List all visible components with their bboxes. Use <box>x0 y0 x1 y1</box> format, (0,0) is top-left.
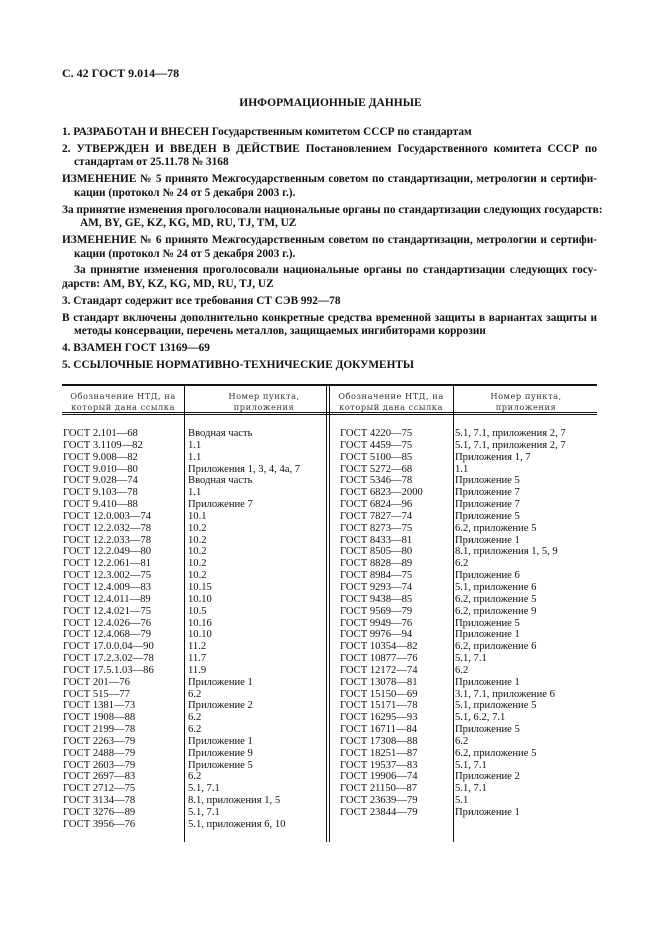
clause-reference: 5.1 <box>455 795 469 807</box>
ntd-designation: ГОСТ 12.2.061—81 <box>63 558 152 570</box>
clause-reference: Приложение 1 <box>455 676 520 688</box>
ntd-designation: ГОСТ 8984—75 <box>340 570 413 582</box>
ntd-designation: ГОСТ 3276—89 <box>63 807 136 818</box>
ntd-designation: ГОСТ 9.010—80 <box>63 463 138 475</box>
ntd-designation: ГОСТ 5272—68 <box>340 463 413 475</box>
ntd-designation: ГОСТ 9.028—74 <box>63 475 138 487</box>
clause-reference: 10.5 <box>188 605 207 617</box>
ntd-designation: ГОСТ 2.101—68 <box>63 428 138 439</box>
ntd-designation: ГОСТ 515—77 <box>63 688 130 700</box>
clause-reference: Приложение 1 <box>188 735 253 747</box>
header-designation-right: Обозначение НТД, на который дана ссылка <box>338 391 444 412</box>
ntd-designation: ГОСТ 16711—84 <box>340 724 418 736</box>
ntd-designation: ГОСТ 4220—75 <box>340 428 413 439</box>
ntd-designation: ГОСТ 17.2.3.02—78 <box>63 653 154 665</box>
paragraph-line: 3. Стандарт содержит все требования СТ СЭВ 992—78 <box>62 294 341 307</box>
ntd-designation: ГОСТ 2263—79 <box>63 735 136 747</box>
paragraph-line: ИЗМЕНЕНИЕ № 5 принято Межгосударственным советом по стандартизации, метрологии и сертифи- <box>62 173 597 186</box>
paragraph-line: стандартам от 25.11.78 № 3168 <box>74 156 229 169</box>
ntd-designation: ГОСТ 9438—85 <box>340 593 413 605</box>
clause-reference: 6.2 <box>188 688 202 700</box>
clause-reference: Вводная часть <box>188 475 253 487</box>
clause-reference: 5.1, 7.1 <box>455 759 487 771</box>
clause-reference: 1.1 <box>188 439 202 451</box>
ntd-designation: ГОСТ 9293—74 <box>340 581 413 593</box>
ntd-designation: ГОСТ 16295—93 <box>340 712 418 724</box>
clause-reference: 1.1 <box>188 487 202 499</box>
ntd-designation: ГОСТ 12.0.003—74 <box>63 510 152 522</box>
clause-reference: 10.2 <box>188 534 207 546</box>
ntd-designation: ГОСТ 17308—88 <box>340 735 418 747</box>
ntd-designation: ГОСТ 17.5.1.03—86 <box>63 664 154 676</box>
clause-reference: 10.2 <box>188 546 207 558</box>
clause-reference: 6.2 <box>455 735 469 747</box>
clause-reference: Приложение 2 <box>455 771 520 783</box>
clause-reference: 10.2 <box>188 558 207 570</box>
ntd-designation: ГОСТ 12.4.009—83 <box>63 581 152 593</box>
ntd-designation: ГОСТ 9949—76 <box>340 617 413 629</box>
section-title: ИНФОРМАЦИОННЫЕ ДАННЫЕ <box>239 97 422 109</box>
clause-reference: 5.1, 7.1 <box>188 807 220 818</box>
column-divider <box>184 386 185 842</box>
ntd-designation: ГОСТ 10877—76 <box>340 653 418 665</box>
clause-reference: Приложение 5 <box>455 510 520 522</box>
clause-reference: 3.1, 7.1, приложение 6 <box>455 688 555 700</box>
clause-reference: 5.1, 6.2, 7.1 <box>455 712 506 724</box>
clause-reference: 10.15 <box>188 581 212 593</box>
clause-reference: 8.1, приложения 1, 5 <box>188 795 281 807</box>
clause-reference: 11.7 <box>188 653 207 665</box>
clause-reference: Вводная часть <box>188 428 253 439</box>
ntd-designation: ГОСТ 2603—79 <box>63 759 136 771</box>
paragraph <box>62 312 597 339</box>
clause-reference: 10.16 <box>188 617 212 629</box>
ntd-designation: ГОСТ 21150—87 <box>340 783 418 795</box>
clause-reference: Приложение 1 <box>455 534 520 546</box>
clause-reference: 6.2 <box>188 712 202 724</box>
clause-reference: 1.1 <box>455 463 469 475</box>
ntd-designation: ГОСТ 2488—79 <box>63 747 136 759</box>
paragraph <box>62 126 597 140</box>
header-clause-right: Номер пункта, приложения <box>490 391 562 412</box>
paragraph <box>62 342 597 356</box>
ntd-designation: ГОСТ 18251—87 <box>340 747 418 759</box>
ntd-designation: ГОСТ 3134—78 <box>63 795 136 807</box>
paragraph <box>62 203 603 231</box>
paragraph-line: В стандарт включены дополнительно конкретные средства временной защиты в вариантах защиты и <box>62 311 597 324</box>
column-divider-double <box>326 386 330 842</box>
ntd-designation: ГОСТ 12.4.011—89 <box>63 593 151 605</box>
ntd-designation: ГОСТ 7827—74 <box>340 510 413 522</box>
clause-reference: Приложение 5 <box>188 759 253 771</box>
paragraph-line: ИЗМЕНЕНИЕ № 6 принято Межгосударственным советом по стандартизации, метрологии и сертифи- <box>62 234 597 247</box>
paragraph <box>62 173 597 200</box>
paragraph-line: 1. РАЗРАБОТАН И ВНЕСЕН Государственным комитетом СССР по стандартам <box>62 126 472 138</box>
paragraph <box>62 234 597 261</box>
ntd-designation: ГОСТ 12.4.021—75 <box>63 605 152 617</box>
clause-reference: 5.1, 7.1 <box>455 783 487 795</box>
column-clause-right <box>455 428 566 819</box>
references-table <box>62 384 597 842</box>
clause-reference: 10.10 <box>188 593 212 605</box>
clause-reference: 6.2, приложение 9 <box>455 605 537 617</box>
ntd-designation: ГОСТ 10354—82 <box>340 641 418 653</box>
ntd-designation: ГОСТ 19537—83 <box>340 759 418 771</box>
clause-reference: Приложения 1, 3, 4, 4а, 7 <box>188 463 301 475</box>
ntd-designation: ГОСТ 23844—79 <box>340 807 418 818</box>
ntd-designation: ГОСТ 15171—78 <box>340 700 418 712</box>
clause-reference: Приложение 6 <box>455 570 520 582</box>
clause-reference: 5.1, 7.1, приложения 2, 7 <box>455 428 566 439</box>
clause-reference: 6.2, приложение 5 <box>455 522 537 534</box>
clause-reference: 6.2, приложение 5 <box>455 593 537 605</box>
ntd-designation: ГОСТ 8433—81 <box>340 534 413 546</box>
clause-reference: 10.2 <box>188 522 207 534</box>
clause-reference: 5.1, приложения 6, 10 <box>188 818 286 830</box>
paragraph <box>62 359 597 373</box>
ntd-designation: ГОСТ 12.3.002—75 <box>63 570 152 582</box>
ntd-designation: ГОСТ 17.0.0.04—90 <box>63 641 154 653</box>
clause-reference: Приложение 5 <box>455 724 520 736</box>
clause-reference: Приложение 2 <box>188 700 253 712</box>
paragraph-line: 2. УТВЕРЖДЕН И ВВЕДЕН В ДЕЙСТВИЕ Постановлением Государственного комитета СССР по <box>62 142 597 155</box>
clause-reference: 6.2, приложение 6 <box>455 641 537 653</box>
ntd-designation: ГОСТ 6823—2000 <box>340 487 423 499</box>
paragraph <box>62 264 597 291</box>
clause-reference: 6.2, приложение 5 <box>455 747 537 759</box>
column-designation-left <box>63 428 154 831</box>
column-clause-left <box>188 428 300 831</box>
clause-reference: 6.2 <box>188 771 202 783</box>
ntd-designation: ГОСТ 201—76 <box>63 676 130 688</box>
paragraph-line: 5. ССЫЛОЧНЫЕ НОРМАТИВНО-ТЕХНИЧЕСКИЕ ДОКУМЕНТЫ <box>62 359 414 372</box>
clause-reference: Приложение 7 <box>188 499 253 511</box>
ntd-designation: ГОСТ 6824—96 <box>340 499 413 511</box>
clause-reference: Приложение 5 <box>455 617 520 629</box>
clause-reference: 8.1, приложения 1, 5, 9 <box>455 546 558 558</box>
clause-reference: 5.1, 7.1 <box>455 653 487 665</box>
ntd-designation: ГОСТ 23639—79 <box>340 795 418 807</box>
clause-reference: 10.1 <box>188 510 207 522</box>
ntd-designation: ГОСТ 9.008—82 <box>63 451 138 463</box>
clause-reference: Приложение 1 <box>455 629 520 641</box>
clause-reference: Приложение 7 <box>455 487 520 499</box>
ntd-designation: ГОСТ 3956—76 <box>63 818 136 830</box>
paragraph-line: 4. ВЗАМЕН ГОСТ 13169—69 <box>62 342 210 355</box>
ntd-designation: ГОСТ 2199—78 <box>63 724 136 736</box>
ntd-designation: ГОСТ 12.2.033—78 <box>63 534 152 546</box>
clause-reference: Приложение 7 <box>455 499 520 511</box>
clause-reference: 11.2 <box>188 641 207 653</box>
clause-reference: Приложение 5 <box>455 475 520 487</box>
ntd-designation: ГОСТ 1908—88 <box>63 712 136 724</box>
paragraph-line: дарств: AM, BY, KZ, KG, MD, RU, TJ, UZ <box>62 277 274 290</box>
clause-reference: Приложение 1 <box>188 676 253 688</box>
header-clause-left: Номер пункта, приложения <box>228 391 300 412</box>
clause-reference: Приложения 1, 7 <box>455 451 531 463</box>
ntd-designation: ГОСТ 8505—80 <box>340 546 413 558</box>
info-paragraphs <box>62 126 603 376</box>
ntd-designation: ГОСТ 1381—73 <box>63 700 136 712</box>
ntd-designation: ГОСТ 19906—74 <box>340 771 418 783</box>
ntd-designation: ГОСТ 9976—94 <box>340 629 413 641</box>
paragraph <box>62 143 597 170</box>
ntd-designation: ГОСТ 4459—75 <box>340 439 413 451</box>
clause-reference: 10.10 <box>188 629 212 641</box>
clause-reference: Приложение 1 <box>455 807 520 818</box>
paragraph-line: За принятие изменения проголосовали национальные органы по стандартизации следующих госу- <box>74 264 597 277</box>
ntd-designation: ГОСТ 2712—75 <box>63 783 136 795</box>
page-header: С. 42 ГОСТ 9.014—78 <box>62 66 180 80</box>
clause-reference: 6.2 <box>188 724 202 736</box>
header-designation-left: Обозначение НТД, на который дана ссылка <box>70 391 176 412</box>
ntd-designation: ГОСТ 12.2.049—80 <box>63 546 152 558</box>
clause-reference: 6.2 <box>455 664 469 676</box>
clause-reference: 5.1, приложение 6 <box>455 581 537 593</box>
ntd-designation: ГОСТ 5346—78 <box>340 475 413 487</box>
paragraph-line: кации (протокол № 24 от 5 декабря 2003 г.). <box>74 186 296 199</box>
ntd-designation: ГОСТ 9.410—88 <box>63 499 138 511</box>
ntd-designation: ГОСТ 12172—74 <box>340 664 418 676</box>
ntd-designation: ГОСТ 12.2.032—78 <box>63 522 152 534</box>
ntd-designation: ГОСТ 12.4.026—76 <box>63 617 152 629</box>
paragraph-line: AM, BY, GE, KZ, KG, MD, RU, TJ, TM, UZ <box>80 217 297 230</box>
ntd-designation: ГОСТ 12.4.068—79 <box>63 629 152 641</box>
ntd-designation: ГОСТ 8828—89 <box>340 558 413 570</box>
clause-reference: 5.1, 7.1, приложения 2, 7 <box>455 439 566 451</box>
ntd-designation: ГОСТ 5100—85 <box>340 451 413 463</box>
paragraph <box>62 295 597 309</box>
ntd-designation: ГОСТ 9569—79 <box>340 605 413 617</box>
clause-reference: 5.1, 7.1 <box>188 783 220 795</box>
paragraph-line: методы консервации, перечень металлов, защищаемых ингибиторами коррозии <box>74 325 486 338</box>
ntd-designation: ГОСТ 15150—69 <box>340 688 418 700</box>
ntd-designation: ГОСТ 8273—75 <box>340 522 413 534</box>
clause-reference: 5.1, приложение 5 <box>455 700 537 712</box>
paragraph-line: За принятие изменения проголосовали национальные органы по стандартизации следующих государств: <box>62 203 603 216</box>
ntd-designation: ГОСТ 13078—81 <box>340 676 418 688</box>
column-divider <box>453 386 454 842</box>
clause-reference: 11.9 <box>188 664 207 676</box>
ntd-designation: ГОСТ 9.103—78 <box>63 487 138 499</box>
paragraph-line: кации (протокол № 24 от 5 декабря 2003 г.). <box>74 247 296 260</box>
clause-reference: 6.2 <box>455 558 469 570</box>
ntd-designation: ГОСТ 3.1109—82 <box>63 439 143 451</box>
column-designation-right <box>340 428 423 819</box>
clause-reference: Приложение 9 <box>188 747 253 759</box>
clause-reference: 1.1 <box>188 451 202 463</box>
clause-reference: 10.2 <box>188 570 207 582</box>
ntd-designation: ГОСТ 2697—83 <box>63 771 136 783</box>
